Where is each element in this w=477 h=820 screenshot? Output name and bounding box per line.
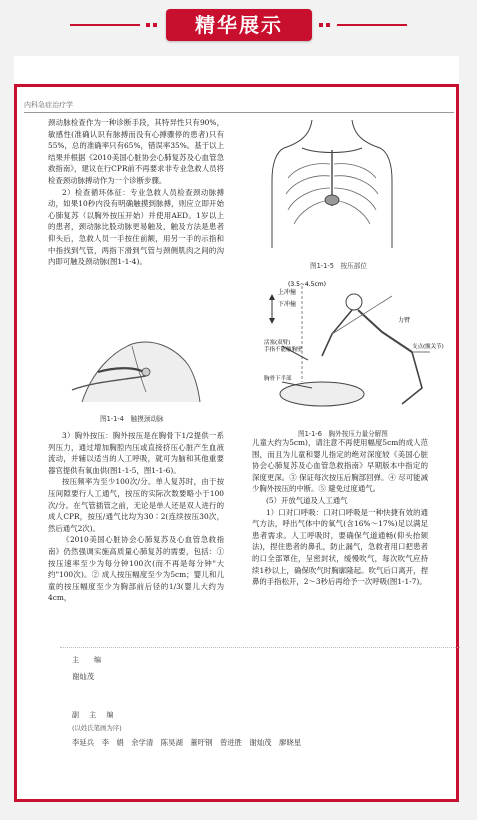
label-measure: (3.5~4.5cm)	[288, 281, 326, 288]
header-area	[0, 0, 477, 50]
vice-editor-names: 李延兵 李 娟 余学清 陈昊湖 董吁钢 曾进胜 谢灿茂 廖晓星	[72, 738, 302, 747]
label-force-arm: 力臂	[398, 317, 411, 324]
figure-compression-force	[262, 276, 452, 416]
paragraph: (5）开放气道及人工通气	[266, 495, 348, 505]
paragraph: 2）检查循环体征：专业急救人员检查颈动脉搏动，如果10秒内没有明确触摸到脉搏，则应立即开始心肺复苏（以胸外按压开始）并使用AED。1岁以上的患者，颈动脉比股动脉更易触及，触及方法是患者仰头后，急救人员一手按住前额，用另一手的示指和中指找到气管，两指下滑到气管与颈侧肌肉之间的沟内即可触及颈动脉(图1-1-4)。	[48, 187, 224, 267]
running-head: 内科急症治疗学	[24, 101, 73, 109]
editor-name: 谢灿茂	[72, 672, 95, 681]
body-text-col1-bottom	[48, 430, 224, 604]
paragraph: 1）口对口呼吸：口对口呼吸是一种快捷有效的通气方法，呼出气体中的氧气(含16%～17%)足以满足患者需求。人工呼吸时，要确保气道通畅(仰头抬颏法)，捏住患者的鼻孔，防止漏气，急救者用口把患者的口全部罩住，呈密封状，缓慢吹气，每次吹气应持续1秒以上，确保吹气时胸廓隆起。吹气后口离开，捏鼻的手指松开，2～3秒后再给予一次呼吸(图1-1-7)。	[252, 507, 428, 587]
paragraph: 儿童大约为5cm)，请注意不再使用幅度5cm的成人范围，而且为儿童和婴儿指定的绝对深度较《美国心脏协会心肺复苏及心血管急救指南》早期版本中指定的深度更深。③ 保证每次按压后胸部回弹。④ 尽可能减少胸外按压的中断。⑤ 避免过度通气。	[252, 438, 428, 494]
banner-right-decoration	[319, 22, 407, 28]
paragraph: 颈动脉检查作为一种诊断手段，其特异性只有90%，敏感性(准确认识有脉搏而没有心搏骤停的患者)只有55%，总的准确率只有65%，错误率35%。基于以上结果并根据《2010美国心脏协会心肺复苏及心血管急救指南》，建议在行CPR前不再要求非专业急救人员将检查颈动脉搏动作为一个诊断步骤。	[48, 118, 224, 185]
label-upper: 上冲撞	[278, 289, 297, 296]
header-rule	[24, 112, 454, 113]
label-down: 下冲撞	[278, 301, 297, 308]
figure-caption: 图1-1-4 触摸颈动脉	[100, 415, 164, 423]
separator	[60, 647, 460, 648]
banner-left-decoration	[70, 22, 158, 28]
vice-editor-note: (以姓氏笔画为序)	[72, 724, 122, 732]
paragraph: 按压频率为至少100次/分。单人复苏时，由于按压间隙要行人工通气，按压的实际次数要略小于100次/分。在气管插管之前，无论是单人还是双人进行的成人CPR，按压/通气比均为30∶2(连续按压30次，然后通气2次)。	[48, 477, 224, 533]
body-text-col1-top	[48, 117, 224, 268]
body-text-col2-bottom	[252, 437, 428, 588]
figure-carotid-pulse	[62, 332, 210, 402]
paragraph: 《2010美国心脏协会心肺复苏及心血管急救指南》仍然强调实施高质量心肺复苏的需要，包括：① 按压速率至少为每分钟100次(而不再是每分钟"大约"100次)。② 成人按压幅度至少为5cm；婴儿和儿童的按压幅度至少为胸部前后径的1/3(婴儿大约为4cm，	[48, 535, 224, 603]
credits-block	[72, 655, 432, 748]
figure-caption: 图1-1-6 胸外按压力量分解图	[298, 430, 388, 438]
editor-label: 主 编	[72, 656, 105, 664]
figure-caption: 图1-1-5 按压部位	[310, 262, 367, 270]
vice-editor-label: 副 主 编	[72, 711, 118, 719]
label-sternum: 胸骨下半部	[264, 376, 292, 382]
page-sheet-top	[14, 56, 459, 84]
label-pivot: 支点(髋关节)	[412, 344, 444, 350]
figure-compression-site	[262, 120, 402, 248]
section-banner: 精华展示	[166, 9, 312, 41]
label-lever: 活塞(双臂)手指不能触胸壁	[264, 340, 303, 353]
paragraph: 3）胸外按压：胸外按压是在胸骨下1/2提供一系列压力，通过增加胸腔内压或直接挤压心脏产生血液流动，并辅以适当的人工呼吸，就可为脑和其他重要器官提供有氧血供(图1-1-5，图1-1-6)。	[48, 431, 224, 475]
